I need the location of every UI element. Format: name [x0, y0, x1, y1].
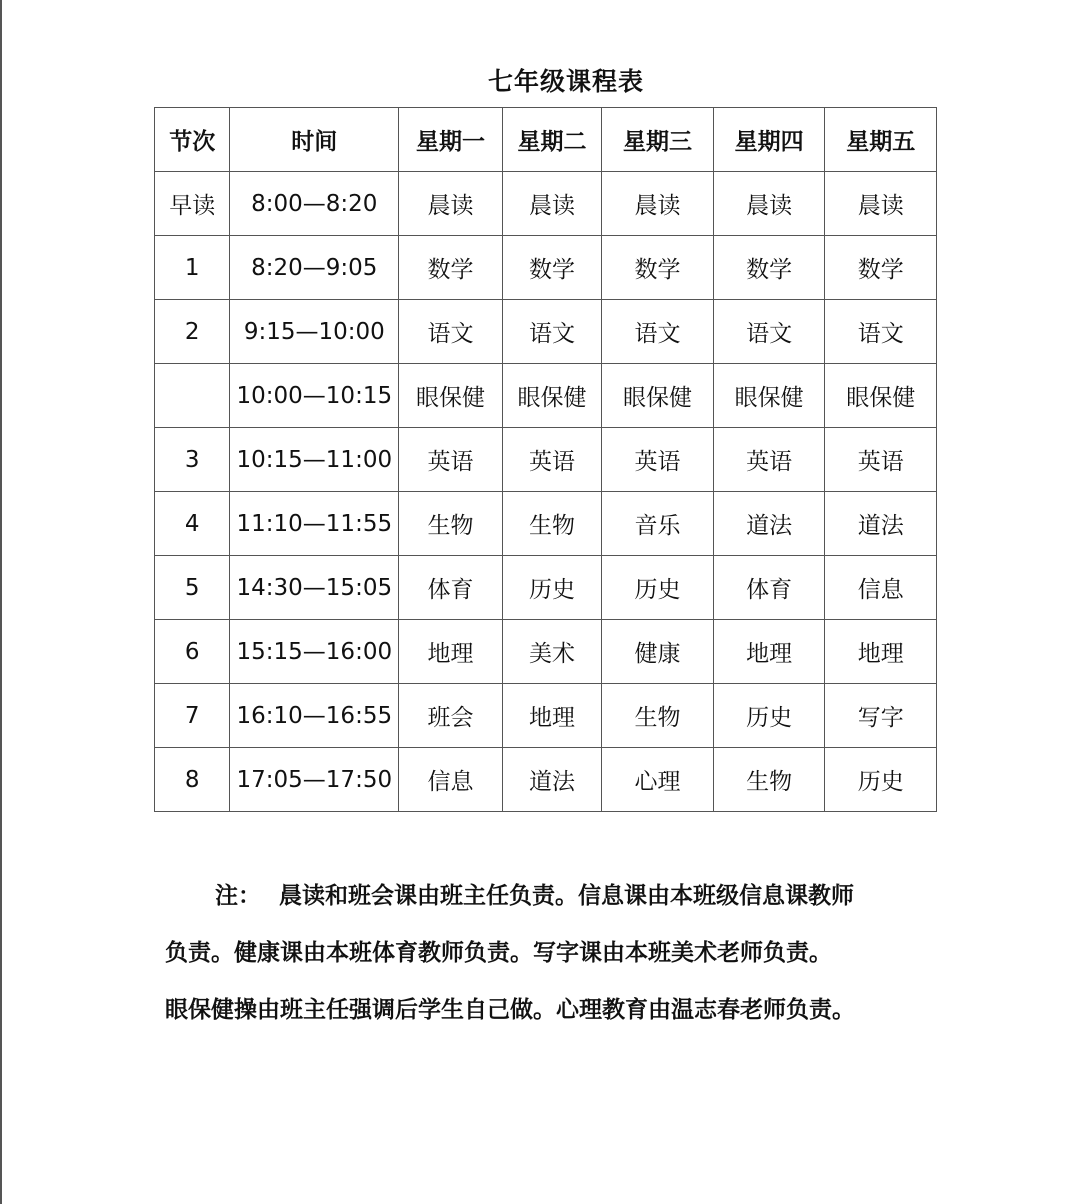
header-period: 节次	[155, 108, 230, 172]
subject-cell-tuesday: 生物	[502, 492, 602, 556]
table-row	[155, 684, 937, 748]
subject-cell-monday: 数学	[399, 236, 503, 300]
subject-cell-monday: 信息	[399, 748, 503, 812]
note-line-2: 负责。健康课由本班体育教师负责。写字课由本班美术老师负责。	[165, 940, 832, 966]
time-cell: 16:10—16:55	[230, 684, 399, 748]
table-row	[155, 428, 937, 492]
time-cell: 15:15—16:00	[230, 620, 399, 684]
note-line-1	[165, 868, 935, 925]
table-row	[155, 492, 937, 556]
subject-cell-monday: 地理	[399, 620, 503, 684]
time-cell: 8:20—9:05	[230, 236, 399, 300]
header-thursday: 星期四	[713, 108, 825, 172]
period-cell: 3	[155, 428, 230, 492]
period-cell: 4	[155, 492, 230, 556]
subject-cell-wednesday: 音乐	[602, 492, 714, 556]
subject-cell-thursday: 数学	[713, 236, 825, 300]
table-row	[155, 172, 937, 236]
header-tuesday: 星期二	[502, 108, 602, 172]
subject-cell-tuesday: 语文	[502, 300, 602, 364]
table-row	[155, 620, 937, 684]
subject-cell-wednesday: 语文	[602, 300, 714, 364]
period-cell: 5	[155, 556, 230, 620]
subject-cell-friday: 数学	[825, 236, 937, 300]
subject-cell-thursday: 道法	[713, 492, 825, 556]
subject-cell-monday: 班会	[399, 684, 503, 748]
period-cell: 2	[155, 300, 230, 364]
subject-cell-monday: 生物	[399, 492, 503, 556]
table-row	[155, 236, 937, 300]
subject-cell-friday: 地理	[825, 620, 937, 684]
subject-cell-tuesday: 数学	[502, 236, 602, 300]
subject-cell-tuesday: 地理	[502, 684, 602, 748]
header-monday: 星期一	[399, 108, 503, 172]
time-cell: 10:00—10:15	[230, 364, 399, 428]
subject-cell-friday: 语文	[825, 300, 937, 364]
note-prefix: 注：	[215, 883, 261, 909]
note-section	[165, 868, 935, 1039]
subject-cell-wednesday: 历史	[602, 556, 714, 620]
header-wednesday: 星期三	[602, 108, 714, 172]
subject-cell-wednesday: 晨读	[602, 172, 714, 236]
schedule-table	[154, 107, 937, 812]
subject-cell-friday: 写字	[825, 684, 937, 748]
subject-cell-friday: 道法	[825, 492, 937, 556]
page-title: 七年级课程表	[487, 67, 644, 96]
time-cell: 11:10—11:55	[230, 492, 399, 556]
subject-cell-thursday: 英语	[713, 428, 825, 492]
subject-cell-friday: 英语	[825, 428, 937, 492]
period-cell: 6	[155, 620, 230, 684]
table-row	[155, 364, 937, 428]
subject-cell-thursday: 体育	[713, 556, 825, 620]
subject-cell-tuesday: 眼保健	[502, 364, 602, 428]
table-header-row	[155, 108, 937, 172]
time-cell: 14:30—15:05	[230, 556, 399, 620]
subject-cell-friday: 历史	[825, 748, 937, 812]
period-cell	[155, 364, 230, 428]
subject-cell-monday: 语文	[399, 300, 503, 364]
table-row	[155, 556, 937, 620]
subject-cell-thursday: 晨读	[713, 172, 825, 236]
note-text-1: 晨读和班会课由班主任负责。信息课由本班级信息课教师	[279, 883, 854, 909]
subject-cell-monday: 晨读	[399, 172, 503, 236]
subject-cell-wednesday: 英语	[602, 428, 714, 492]
time-cell: 10:15—11:00	[230, 428, 399, 492]
time-cell: 9:15—10:00	[230, 300, 399, 364]
period-cell: 1	[155, 236, 230, 300]
table-row	[155, 300, 937, 364]
time-cell: 8:00—8:20	[230, 172, 399, 236]
subject-cell-tuesday: 英语	[502, 428, 602, 492]
subject-cell-tuesday: 晨读	[502, 172, 602, 236]
subject-cell-monday: 眼保健	[399, 364, 503, 428]
subject-cell-tuesday: 道法	[502, 748, 602, 812]
subject-cell-wednesday: 生物	[602, 684, 714, 748]
subject-cell-friday: 信息	[825, 556, 937, 620]
subject-cell-thursday: 生物	[713, 748, 825, 812]
period-cell: 8	[155, 748, 230, 812]
subject-cell-thursday: 历史	[713, 684, 825, 748]
subject-cell-thursday: 眼保健	[713, 364, 825, 428]
header-friday: 星期五	[825, 108, 937, 172]
schedule-body	[155, 172, 937, 812]
note-line-3: 眼保健操由班主任强调后学生自己做。心理教育由温志春老师负责。	[165, 997, 855, 1023]
subject-cell-friday: 晨读	[825, 172, 937, 236]
header-time: 时间	[230, 108, 399, 172]
subject-cell-wednesday: 数学	[602, 236, 714, 300]
table-row	[155, 748, 937, 812]
subject-cell-thursday: 地理	[713, 620, 825, 684]
subject-cell-monday: 英语	[399, 428, 503, 492]
subject-cell-tuesday: 历史	[502, 556, 602, 620]
period-cell: 早读	[155, 172, 230, 236]
page-left-edge	[0, 0, 2, 1204]
time-cell: 17:05—17:50	[230, 748, 399, 812]
subject-cell-thursday: 语文	[713, 300, 825, 364]
subject-cell-tuesday: 美术	[502, 620, 602, 684]
subject-cell-wednesday: 眼保健	[602, 364, 714, 428]
subject-cell-wednesday: 健康	[602, 620, 714, 684]
period-cell: 7	[155, 684, 230, 748]
subject-cell-monday: 体育	[399, 556, 503, 620]
subject-cell-wednesday: 心理	[602, 748, 714, 812]
subject-cell-friday: 眼保健	[825, 364, 937, 428]
